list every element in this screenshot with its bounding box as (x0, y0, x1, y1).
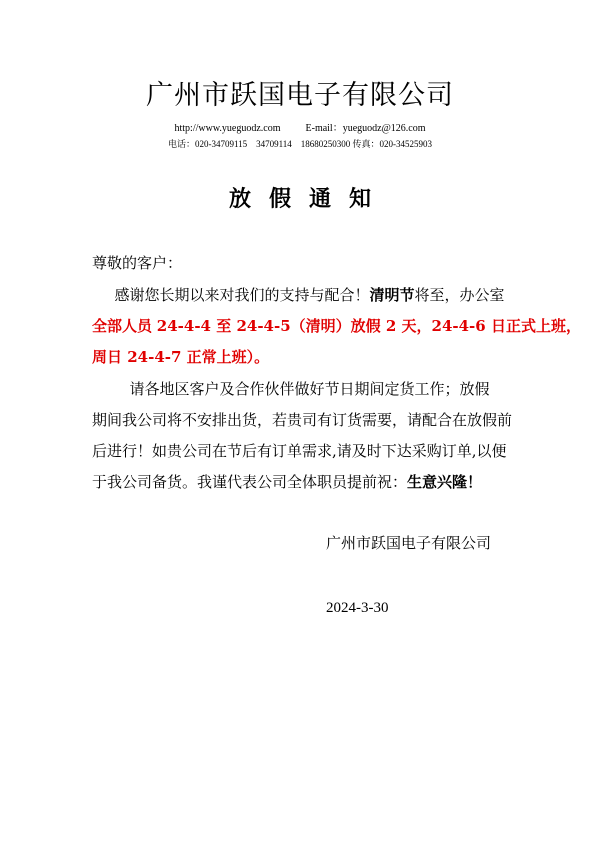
thanks-text: 感谢您长期以来对我们的支持与配合！ (114, 286, 370, 304)
contact-web-email (0, 123, 600, 135)
company-title: 广州市跃国电子有限公司 (146, 80, 454, 111)
paragraph-line (92, 374, 512, 405)
holiday-dates: 24-4-4 至 24-4-5（清明）放假 2 天，24-4-6 日正式上班， (156, 317, 581, 335)
orders-line-4: 于我公司备货。我谨代表公司全体职员提前祝： (92, 473, 408, 491)
email-text: E-mail：yueguodz@126.com (305, 123, 426, 134)
website-text: http://www.yueguodz.com (174, 123, 281, 134)
festival-name: 清明节 (369, 286, 415, 304)
paragraph-line (92, 280, 512, 311)
contact-phone-fax: 电话：020-34709115 34709114 18680250300 传真：020-34525903 (167, 139, 433, 149)
paragraph-holiday (92, 280, 581, 373)
wish-text: 生意兴隆！ (407, 473, 483, 491)
sunday-work-text: 周日 24-4-7 正常上班）。 (92, 348, 270, 366)
paragraph-line (92, 467, 512, 498)
paragraph-orders (92, 374, 512, 498)
signature: 广州市跃国电子有限公司 (326, 534, 492, 552)
notice-title: 放假通知 (228, 186, 389, 212)
office-text: 将至，办公室 (414, 286, 505, 304)
all-staff-text: 全部人员 (92, 317, 153, 335)
orders-line-1: 请各地区客户及合作伙伴做好节日期间定货工作；放假 (129, 380, 490, 398)
notice-date: 2024-3-30 (326, 600, 389, 616)
orders-line-3: 后进行！如贵公司在节后有订单需求,请及时下达采购订单,以便 (92, 442, 507, 460)
orders-line-2: 期间我公司将不安排出货，若贵司有订货需要，请配合在放假前 (92, 411, 513, 429)
greeting: 尊敬的客户： (92, 254, 183, 272)
paragraph-line (92, 311, 581, 342)
